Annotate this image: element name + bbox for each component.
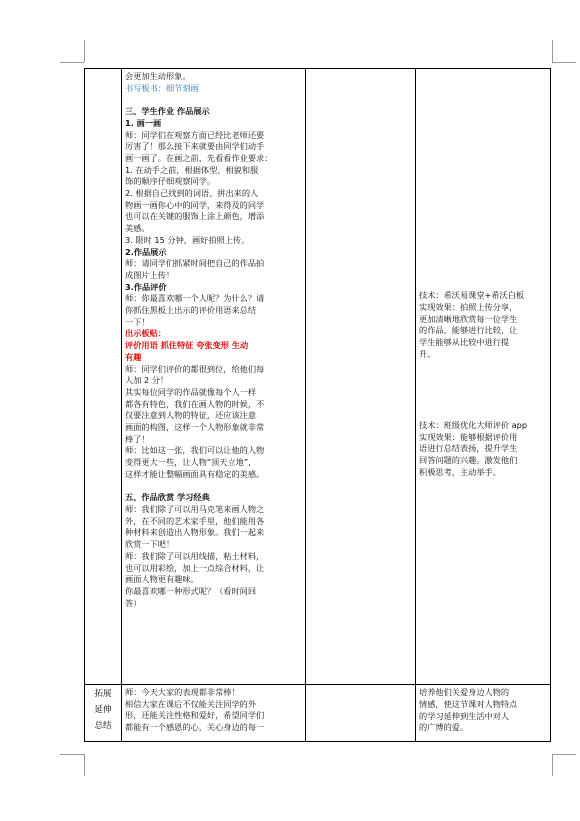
text-line: 人加 2 分！ — [125, 375, 169, 386]
text-line: 其实每位同学的作品就像每个人一样 — [125, 386, 257, 397]
text-line: 总结 — [94, 721, 112, 731]
text-line: 师：同学们在观察方面已经比老师还要 — [125, 129, 265, 140]
text-line: 形，还能关注性格和爱好，希望同学们 — [125, 710, 265, 721]
text-line: 语进行总结表扬，提升学生 — [419, 443, 518, 454]
text-line: 三、学生作业 作品展示 — [125, 106, 210, 117]
text-line: 书写板书：细节刻画 — [125, 82, 199, 93]
text-line: 的广博的爱。 — [419, 722, 469, 733]
crop-mark-bottom-left-v — [84, 754, 85, 776]
text-line: 技术：希沃易课堂+希沃白板 — [419, 290, 525, 300]
text-line: 相信大家在课后不仅能关注同学的外 — [125, 698, 257, 709]
stage-label-cell — [85, 69, 122, 685]
text-line: 师：请同学们抓紧时间把自己的作品拍 — [125, 258, 265, 269]
teaching-process-cell — [122, 685, 306, 742]
crop-mark-bottom-left — [60, 754, 84, 755]
student-activity-cell — [306, 69, 416, 685]
text-line: 饰的顺序仔细观察同学。 — [125, 176, 216, 187]
text-line: 棒了！ — [125, 433, 150, 444]
text-line: 回答问题的兴趣。激发他们 — [419, 455, 518, 466]
text-line: 这样才能让整幅画面具有稳定的美感。 — [125, 468, 265, 479]
text-line: 仅要注意到人物的特征，还应该注意 — [125, 410, 257, 421]
text-line: 3. 限时 15 分钟，画好拍照上传。 — [125, 234, 250, 245]
text-line: 的学习延伸到生活中对人 — [419, 710, 510, 721]
text-line: 厉害了！那么接下来就要由同学们动手 — [125, 141, 265, 152]
stage-label-extension — [85, 685, 121, 734]
text-line: 你抓住黑板上出示的评价用语来总结 — [125, 305, 257, 316]
text-line: 都各有特色，我们在画人物的时候，不 — [125, 398, 265, 409]
text-line: 也可以在关键的服饰上涂上颜色，增添 — [125, 211, 265, 222]
text-line: 学生能够从比较中进行提 — [419, 337, 510, 348]
text-line: 师：今天大家的表现都非常棒！ — [125, 687, 240, 697]
text-line: 五、作品欣赏 学习经典 — [125, 492, 210, 503]
teaching-process-cell — [122, 69, 306, 685]
text-line: 一下！ — [125, 316, 150, 327]
text-line: 师：我们除了可以用马克笔来画人物之 — [125, 503, 265, 514]
text-line: 你最喜欢哪一种形式呢？（看时间回 — [125, 585, 257, 596]
text-line: 延伸 — [94, 705, 112, 715]
crop-mark-top-left — [60, 62, 84, 63]
text-line — [125, 481, 302, 493]
text-line: 2. 根据自己找到的词语、拼出来的人 — [125, 188, 259, 199]
text-line: 画一画了。在画之前，先看看作业要求： — [125, 152, 273, 163]
text-line: 积极思考，主动举手。 — [419, 466, 501, 477]
text-line: 师：比如这一张，我们可以让他的人物 — [125, 445, 265, 456]
text-line: 外，在不同的艺术家手里，他们能用各 — [125, 515, 265, 526]
text-line: 1. 在动手之前，根据体型、相貌和服 — [125, 164, 259, 175]
text-line: 3.作品评价 — [125, 281, 167, 292]
text-line — [125, 94, 302, 106]
text-line: 培养他们关爱身边人物的 — [419, 687, 510, 697]
stage-label-cell — [85, 685, 122, 742]
text-line: 变得更大一些，让人物“顶天立地”， — [125, 457, 257, 468]
lesson-plan-table — [84, 68, 551, 742]
text-line: 种材料来创造出人物形象。我们一起来 — [125, 527, 265, 538]
text-line: 实现效果：拍照上传分享， — [419, 301, 518, 312]
teaching-process-text — [122, 69, 305, 611]
text-line: 也可以用彩绘，加上一点综合材料，让 — [125, 562, 265, 573]
crop-mark-top-left-v — [84, 40, 85, 62]
text-line: 实现效果：能够根据评价用 — [419, 431, 518, 442]
design-intent-cell — [416, 685, 551, 742]
text-line: 物画一画你心中的同学，来得及的同学 — [125, 199, 265, 210]
design-intent-text — [416, 685, 550, 736]
crop-mark-top-right — [552, 62, 576, 63]
student-activity-cell — [306, 685, 416, 742]
text-line: 成图片上传！ — [125, 269, 175, 280]
text-line: 升。 — [419, 348, 436, 359]
text-line: 技术：班级优化大师评价 app — [419, 419, 528, 430]
summary-text — [122, 685, 305, 736]
crop-mark-top-right-v — [552, 40, 553, 62]
text-line: 的作品，能够进行比较，让 — [419, 325, 518, 336]
technology-notes-cell — [416, 69, 551, 685]
crop-mark-bottom-right — [552, 754, 576, 755]
text-line: 师：我们除了可以用线描，粘土材料， — [125, 550, 265, 561]
text-line: 画面人物更有趣味。 — [125, 574, 199, 585]
table-row — [85, 69, 551, 685]
technology-note-evaluation — [416, 418, 550, 481]
text-line: 师：你最喜欢哪一个人呢？为什么？请 — [125, 293, 265, 304]
text-line: 欣赏一下吧！ — [125, 539, 175, 550]
text-line: 会更加生动形象。 — [125, 71, 191, 81]
text-line: 答） — [125, 597, 142, 608]
text-line: 2.作品展示 — [125, 246, 167, 257]
text-line: 师：同学们评价的都很到位，给他们每 — [125, 363, 265, 374]
technology-note-whiteboard — [416, 288, 550, 363]
text-line: 更加清晰地欣赏每一位学生 — [419, 313, 518, 324]
text-line: 有趣 — [125, 351, 142, 362]
text-line: 都能有一个感恩的心，关心身边的每一 — [125, 722, 265, 733]
table-row — [85, 685, 551, 742]
text-line: 拓展 — [94, 689, 112, 699]
text-line: 画面的构图，这样一个人物形象就非常 — [125, 422, 265, 433]
text-line: 1. 画一画 — [125, 117, 162, 128]
text-line: 情感，使这节课对人物特点 — [419, 698, 518, 709]
crop-mark-bottom-right-v — [552, 754, 553, 776]
text-line: 出示板贴： — [125, 328, 166, 339]
text-line: 美感。 — [125, 223, 150, 234]
text-line: 评价用语 抓住特征 夸张变形 生动 — [125, 340, 249, 351]
